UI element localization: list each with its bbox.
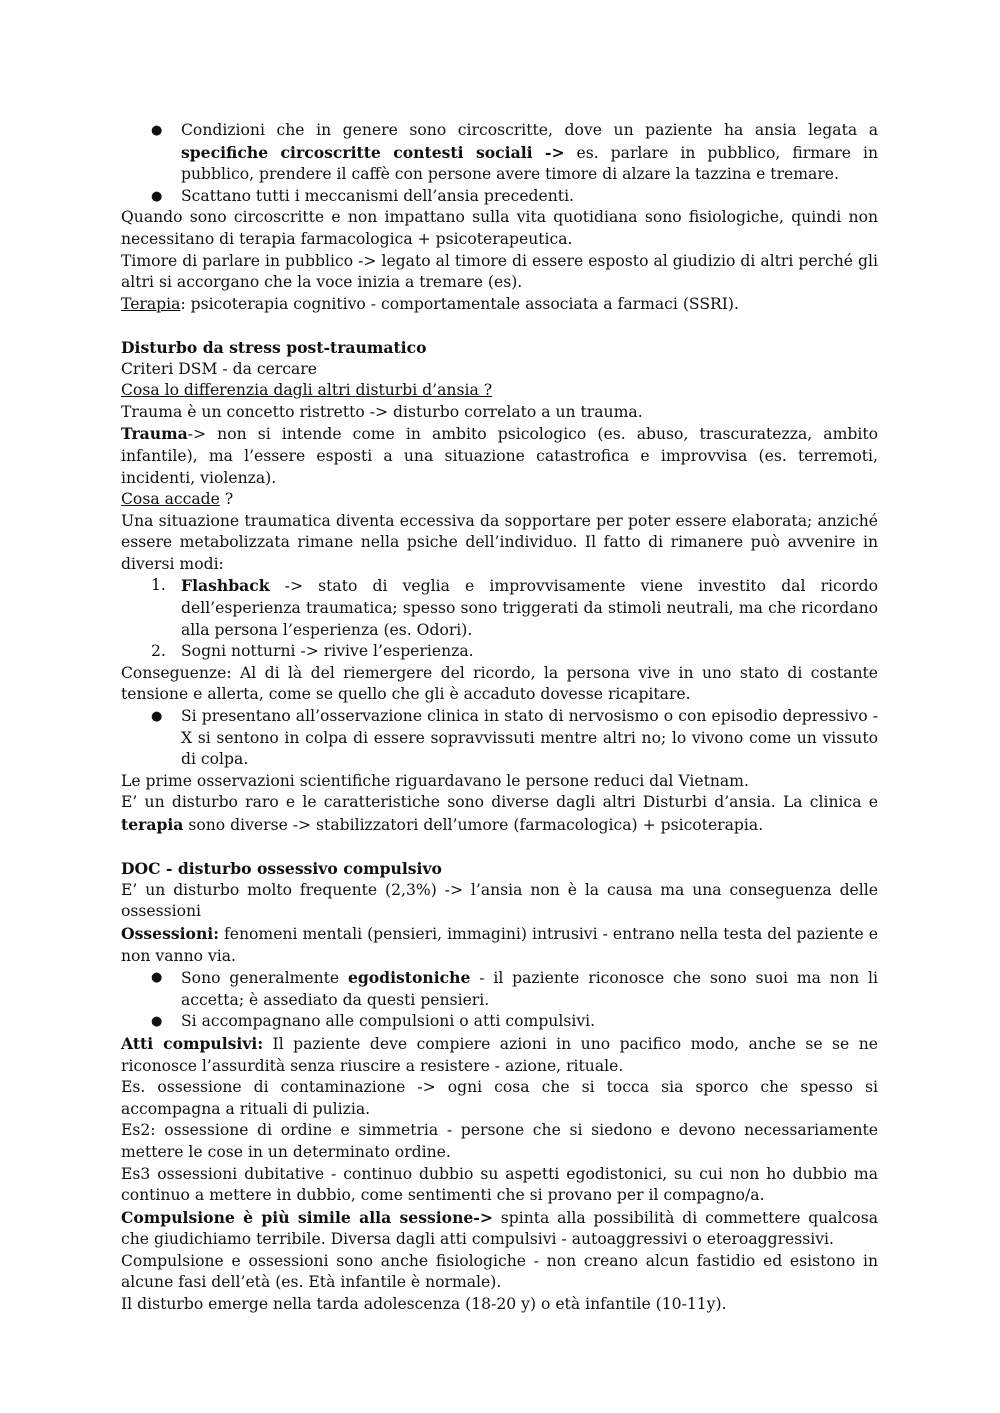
bullet-icon: ●	[151, 1014, 163, 1030]
paragraph: Compulsione e ossessioni sono anche fisiologiche - non creano alcun fastidio ed esistono in alcune fasi dell’età (es. Età infantile è normale).	[121, 1251, 878, 1292]
paragraph: Atti compulsivi: Il paziente deve compiere azioni in uno pacifico modo, anche se se ne riconosce l’assurdità senza riuscire a resistere - azione, rituale.	[121, 1033, 878, 1075]
paragraph: Criteri DSM - da cercare	[121, 359, 317, 378]
bullet-icon: ●	[151, 970, 163, 986]
section-heading: DOC - disturbo ossessivo compulsivo	[121, 859, 442, 879]
bullet-icon: ●	[151, 123, 163, 138]
bullet-icon: ●	[151, 188, 163, 204]
bullet-item: ● Si accompagnano alle compulsioni o atti compulsivi.	[121, 1011, 878, 1033]
paragraph: Trauma-> non si intende come in ambito psicologico (es. abuso, trascuratezza, ambito infantile), ma l’essere esposti a una situazione catastrofica e improvvisa (es. terremoti, incidenti, violenza).	[121, 424, 878, 487]
item-number: 1.	[151, 576, 166, 595]
paragraph: Ossessioni: fenomeni mentali (pensieri, immagini) intrusivi - entrano nella testa del paziente e non vanno via.	[121, 923, 878, 965]
paragraph: Es3 ossessioni dubitative - continuo dubbio su aspetti egodistonici, su cui non ho dubbio ma continuo a mettere in dubbio, come sentimenti che si provano per il compagno/a.	[121, 1164, 878, 1205]
paragraph: Es2: ossessione di ordine e simmetria - persone che si siedono e devono necessariamente mettere le cose in un determinato ordine.	[121, 1121, 878, 1161]
paragraph: Quando sono circoscritte e non impattano sulla vita quotidiana sono fisiologiche, quindi non necessitano di terapia farmacologica + psicoterapeutica.	[121, 208, 878, 248]
paragraph: Compulsione è più simile alla sessione-> spinta alla possibilità di commettere qualcosa che giudichiamo terribile. Diversa dagli atti compulsivi - autoaggressivi o eteroaggressivi.	[121, 1207, 878, 1249]
paragraph: Conseguenze: Al di là del riemergere del ricordo, la persona vive in uno stato di costante tensione e allerta, come se quello che gli è accaduto dovesse ricapitare.	[121, 663, 878, 704]
item-number: 2.	[151, 642, 166, 661]
document-page	[121, 120, 878, 1316]
bullet-item: ● Condizioni che in genere sono circoscritte, dove un paziente ha ansia legata a specifiche circoscritte contesti sociali -> es. parlare in pubblico, firmare in pubblico, prendere il caffè con persone avere timore di alzare la tazzina e tremare.	[151, 121, 878, 184]
section-heading: Disturbo da stress post-traumatico	[121, 337, 427, 357]
paragraph: Cosa accade ?	[121, 490, 234, 509]
numbered-item: 1. Flashback -> stato di veglia e improvvisamente viene investito dal ricordo dell’esperienza traumatica; spesso sono triggerati da stimoli neutrali, ma che ricordano alla persona l’esperienza (es. Odori).	[151, 576, 878, 639]
paragraph: Le prime osservazioni scientifiche riguardavano le persone reduci dal Vietnam.	[121, 771, 749, 790]
paragraph: Il disturbo emerge nella tarda adolescenza (18-20 y) o età infantile (10-11y).	[121, 1295, 727, 1314]
paragraph: Una situazione traumatica diventa eccessiva da sopportare per poter essere elaborata; anziché essere metabolizzata rimane nella psiche dell’individuo. Il fatto di rimanere può avvenire in diversi modi:	[121, 511, 878, 573]
paragraph: E’ un disturbo raro e le caratteristiche sono diverse dagli altri Disturbi d’ansia. La clinica e terapia sono diverse -> stabilizzatori dell’umore (farmacologica) + psicoterapia.	[121, 793, 878, 834]
bullet-item: ● Sono generalmente egodistoniche - il paziente riconosce che sono suoi ma non li accetta; è assediato da questi pensieri.	[151, 968, 878, 1009]
paragraph: E’ un disturbo molto frequente (2,3%) -> l’ansia non è la causa ma una conseguenza delle ossessioni	[121, 880, 878, 921]
paragraph: Trauma è un concetto ristretto -> disturbo correlato a un trauma.	[121, 402, 643, 421]
bullet-item: ● Scattano tutti i meccanismi dell’ansia precedenti.	[121, 186, 878, 208]
paragraph: Timore di parlare in pubblico -> legato al timore di essere esposto al giudizio di altri perché gli altri si accorgano che la voce inizia a tremare (es).	[121, 251, 878, 292]
bullet-item: ● Si presentano all’osservazione clinica in stato di nervosismo o con episodio depressivo -X si sentono in colpa di essere sopravvissuti mentre altri no; lo vivono come un vissuto di colpa.	[151, 707, 878, 769]
paragraph: Cosa lo differenzia dagli altri disturbi d’ansia ?	[121, 381, 493, 400]
paragraph: Terapia: psicoterapia cognitivo - comportamentale associata a farmaci (SSRI).	[121, 294, 739, 313]
paragraph: Es. ossessione di contaminazione -> ogni cosa che si tocca sia sporco che spesso si accompagna a rituali di pulizia.	[121, 1078, 878, 1118]
numbered-item: 2. Sogni notturni -> rivive l’esperienza.	[121, 641, 878, 663]
bullet-icon: ●	[151, 709, 163, 725]
